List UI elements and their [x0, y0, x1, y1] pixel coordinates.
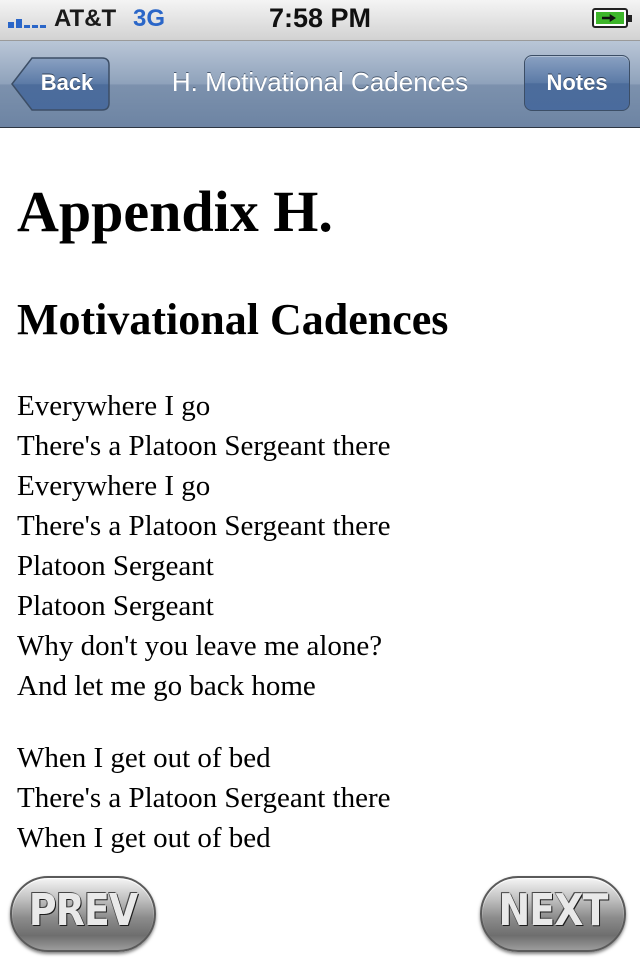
battery-charging-icon: [592, 8, 628, 28]
notes-button[interactable]: [524, 55, 630, 111]
cadence-line: There's a Platoon Sergeant there: [17, 430, 391, 462]
back-button-label: Back: [40, 70, 94, 95]
cadence-line: Why don't you leave me alone?: [17, 630, 383, 662]
cadence-line: Everywhere I go: [17, 470, 211, 502]
network-type: 3G: [133, 5, 166, 32]
page-title: H. Motivational Cadences: [171, 67, 469, 97]
prev-button[interactable]: [10, 876, 156, 952]
appendix-heading: Appendix H.: [17, 179, 333, 244]
cadence-line: There's a Platoon Sergeant there: [17, 510, 391, 542]
next-button-label: NEXT: [498, 884, 608, 936]
cadence-line: When I get out of bed: [17, 742, 271, 774]
cadence-line: There's a Platoon Sergeant there: [17, 782, 391, 814]
cadence-line: Platoon Sergeant: [17, 550, 214, 582]
cadence-stanza: [17, 738, 391, 858]
cadence-line: Everywhere I go: [17, 390, 211, 422]
status-bar: [0, 0, 640, 41]
section-subheading: Motivational Cadences: [17, 295, 449, 344]
navigation-bar: [0, 41, 640, 128]
cadence-line: When I get out of bed: [17, 822, 271, 854]
cadence-line: And let me go back home: [17, 670, 316, 702]
next-button[interactable]: [480, 876, 626, 952]
prev-button-label: PREV: [28, 884, 138, 936]
status-time: 7:58 PM: [268, 3, 372, 33]
carrier-name: AT&T: [54, 5, 117, 32]
cadence-line: Platoon Sergeant: [17, 590, 214, 622]
cadence-stanza: [17, 386, 391, 706]
notes-button-label: Notes: [546, 70, 608, 95]
back-button[interactable]: [10, 56, 110, 112]
